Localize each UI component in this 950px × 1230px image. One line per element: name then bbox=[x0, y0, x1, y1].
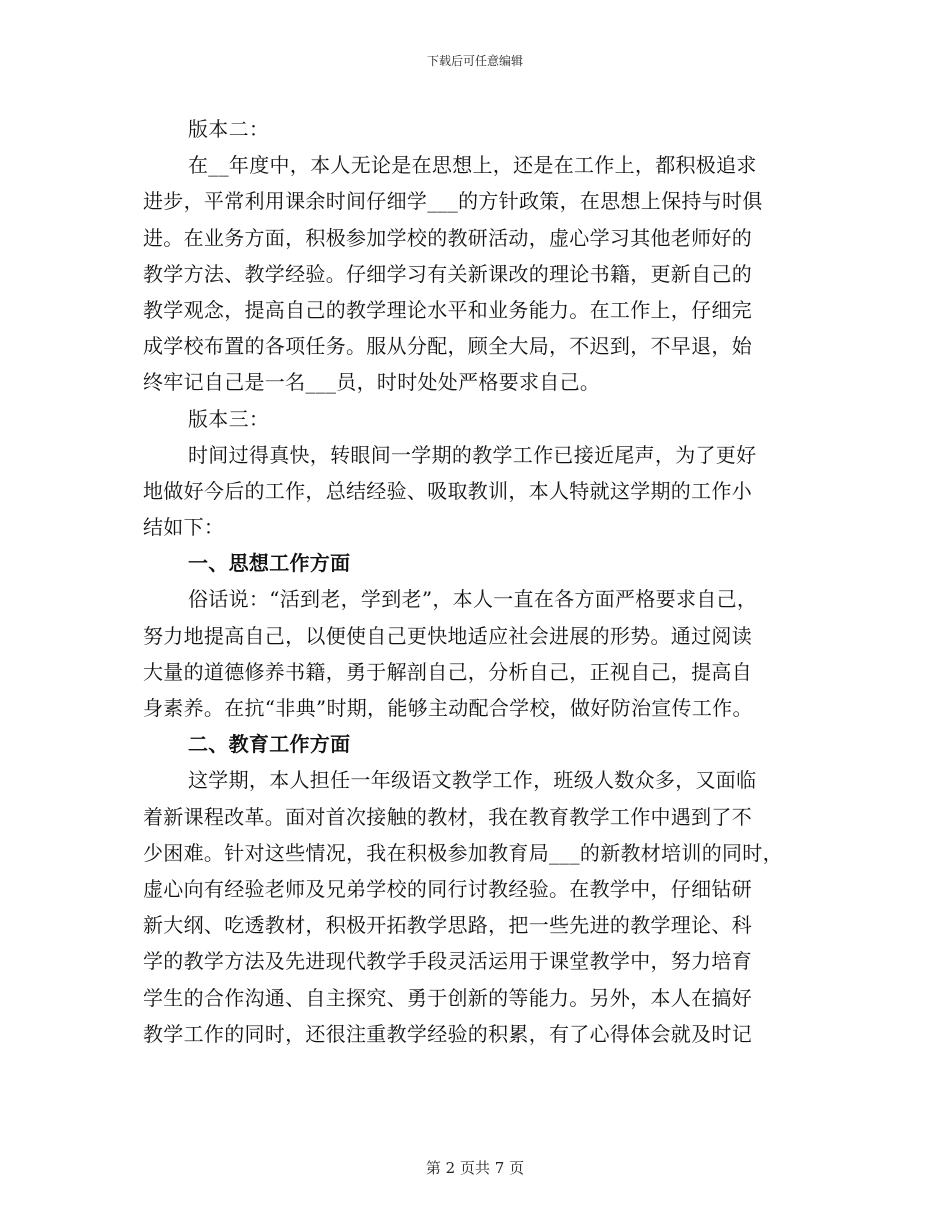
text-line: 在__年度中，本人无论是在思想上，还是在工作上，都积极追求 bbox=[188, 153, 757, 178]
page-number: 第 2 页共 7 页 bbox=[425, 1159, 525, 1177]
text-line: 着新课程改革。面对首次接触的教材，我在教育教学工作中遇到了不 bbox=[143, 804, 752, 829]
text-line: 进。在业务方面，积极参加学校的教研活动，虚心学习其他老师好的 bbox=[143, 225, 752, 250]
text-line: 教学工作的同时，还很注重教学经验的积累，有了心得体会就及时记 bbox=[143, 1021, 752, 1046]
text-line: 结如下： bbox=[143, 515, 225, 540]
text-line: 俗话说：“活到老，学到老”，本人一直在各方面严格要求自己， bbox=[188, 587, 758, 612]
document-body bbox=[143, 111, 808, 1052]
text-line: 成学校布置的各项任务。服从分配，顾全大局，不迟到，不早退，始 bbox=[143, 334, 752, 359]
page-header: 下载后可任意编辑 bbox=[426, 54, 523, 68]
text-line: 学生的合作沟通、自主探究、勇于创新的等能力。另外，本人在搞好 bbox=[143, 985, 752, 1010]
text-line: 进步，平常利用课余时间仔细学___的方针政策，在思想上保持与时俱 bbox=[143, 189, 763, 214]
text-line: 这学期，本人担任一年级语文教学工作，班级人数众多，又面临 bbox=[188, 768, 757, 793]
text-line: 教学观念，提高自己的教学理论水平和业务能力。在工作上，仔细完 bbox=[143, 297, 752, 322]
text-line: 努力地提高自己，以便使自己更快地适应社会进展的形势。通过阅读 bbox=[143, 623, 752, 648]
text-line: 身素养。在抗“非典”时期，能够主动配合学校，做好防治宣传工作。 bbox=[143, 696, 753, 720]
text-line: 学的教学方法及先进现代教学手段灵活运用于课堂教学中，努力培育 bbox=[143, 949, 752, 974]
text-line: 地做好今后的工作，总结经验、吸取教训，本人特就这学期的工作小 bbox=[143, 478, 752, 503]
text-line: 大量的道德修养书籍，勇于解剖自己，分析自己，正视自己，提高自 bbox=[143, 659, 752, 684]
text-line: 虚心向有经验老师及兄弟学校的同行讨教经验。在教学中，仔细钻研 bbox=[143, 876, 752, 901]
section-heading: 一、思想工作方面 bbox=[188, 551, 351, 576]
text-line: 终牢记自己是一名___员，时时处处严格要求自己。 bbox=[143, 370, 601, 395]
text-line: 时间过得真快，转眼间一学期的教学工作已接近尾声，为了更好 bbox=[188, 442, 757, 467]
text-line: 版本三： bbox=[188, 406, 270, 431]
text-line: 教学方法、教学经验。仔细学习有关新课改的理论书籍，更新自己的 bbox=[143, 261, 752, 286]
section-heading: 二、教育工作方面 bbox=[188, 732, 351, 757]
text-line: 少困难。针对这些情况，我在积极参加教育局___的新教材培训的同时， bbox=[143, 840, 783, 865]
text-line: 版本二： bbox=[188, 117, 270, 141]
text-line: 新大纲、吃透教材，积极开拓教学思路，把一些先进的教学理论、科 bbox=[143, 913, 752, 938]
